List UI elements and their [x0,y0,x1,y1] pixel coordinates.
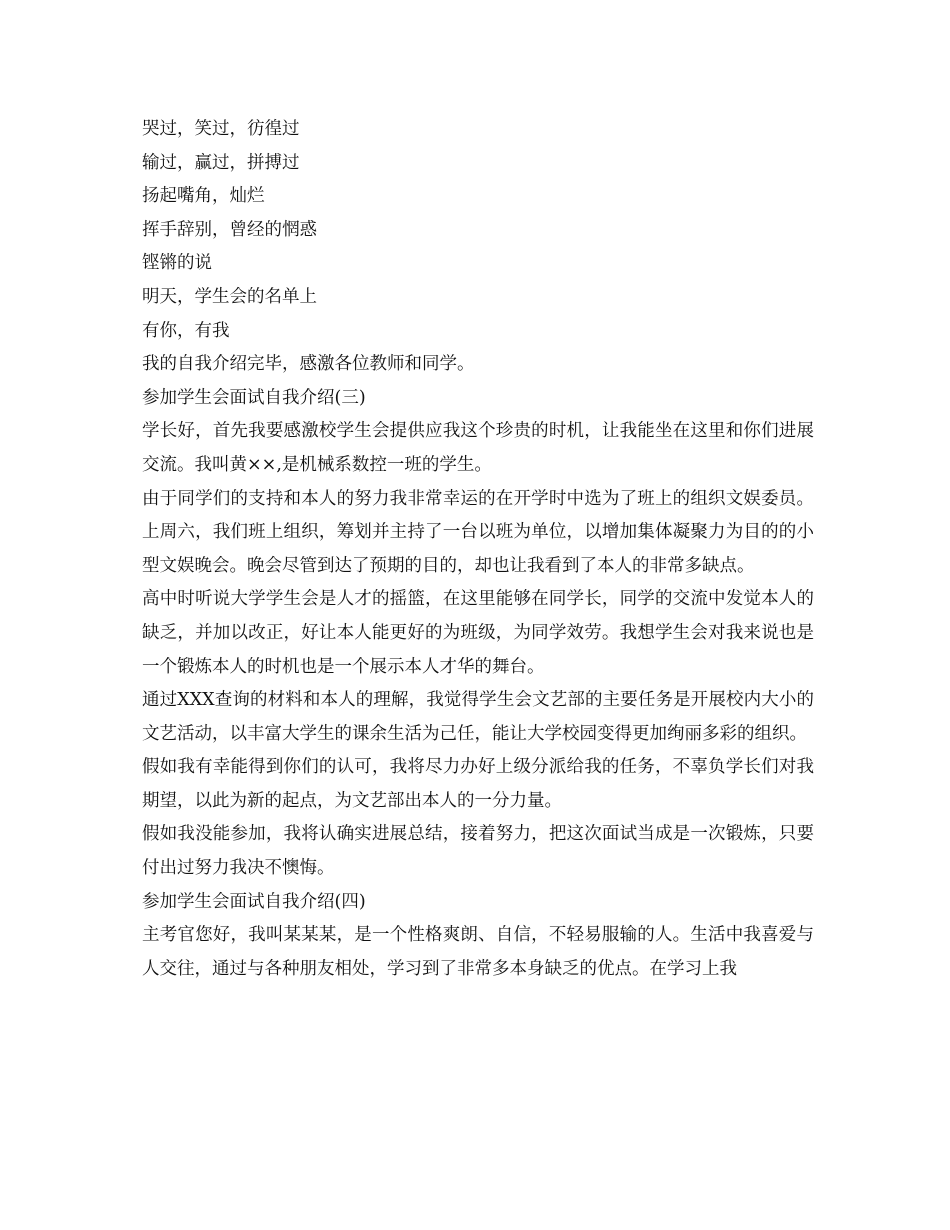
paragraph: 学长好，首先我要感激校学生会提供应我这个珍贵的时机，让我能坐在这里和你们进展交流。我叫黄××,是机械系数控一班的学生。 [142,421,814,475]
paragraph: 高中时听说大学学生会是人才的摇篮，在这里能够在同学长，同学的交流中发觉本人的缺乏，并加以改正，好让本人能更好的为班级，为同学效劳。我想学生会对我来说也是一个锻炼本人的时机也是一个展示本人才华的舞台。 [142,589,814,677]
paragraph: 假如我有幸能得到你们的认可，我将尽力办好上级分派给我的任务，不辜负学长们对我期望，以此为新的起点，为文艺部出本人的一分力量。 [142,757,814,811]
document-page [142,113,814,986]
closing-line: 我的自我介绍完毕，感激各位教师和同学。 [142,354,475,375]
paragraph: 假如我没能参加，我将认确实进展总结，接着努力，把这次面试当成是一次锻炼，只要付出过努力我决不懊悔。 [142,824,814,879]
paragraph: 通过XXX查询的材料和本人的理解，我觉得学生会文艺部的主要任务是开展校内大小的文艺活动，以丰富大学生的课余生活为己任，能让大学校园变得更加绚丽多彩的组织。 [142,690,814,744]
poem-line: 哭过，笑过，彷徨过 [142,119,300,139]
paragraph: 由于同学们的支持和本人的努力我非常幸运的在开学时中选为了班上的组织文娱委员。上周六，我们班上组织，筹划并主持了一台以班为单位，以增加集体凝聚力为目的的小型文娱晚会。晚会尽管到达了预期的目的，却也让我看到了本人的非常多缺点。 [142,488,814,576]
poem-line: 输过，赢过，拼搏过 [142,152,300,173]
poem-line: 明天，学生会的名单上 [142,286,317,307]
section-heading-4: 参加学生会面试自我介绍(四) [142,891,366,912]
poem-line: 铿锵的说 [142,253,212,274]
paragraph: 主考官您好，我叫某某某，是一个性格爽朗、自信，不轻易服输的人。生活中我喜爱与人交往，通过与各种朋友相处，学习到了非常多本身缺乏的优点。在学习上我 [142,925,814,979]
section-heading-3: 参加学生会面试自我介绍(三) [142,387,366,408]
poem-line: 扬起嘴角，灿烂 [142,186,265,207]
poem-line: 有你，有我 [142,320,230,341]
poem-line: 挥手辞别，曾经的惘惑 [142,219,317,240]
